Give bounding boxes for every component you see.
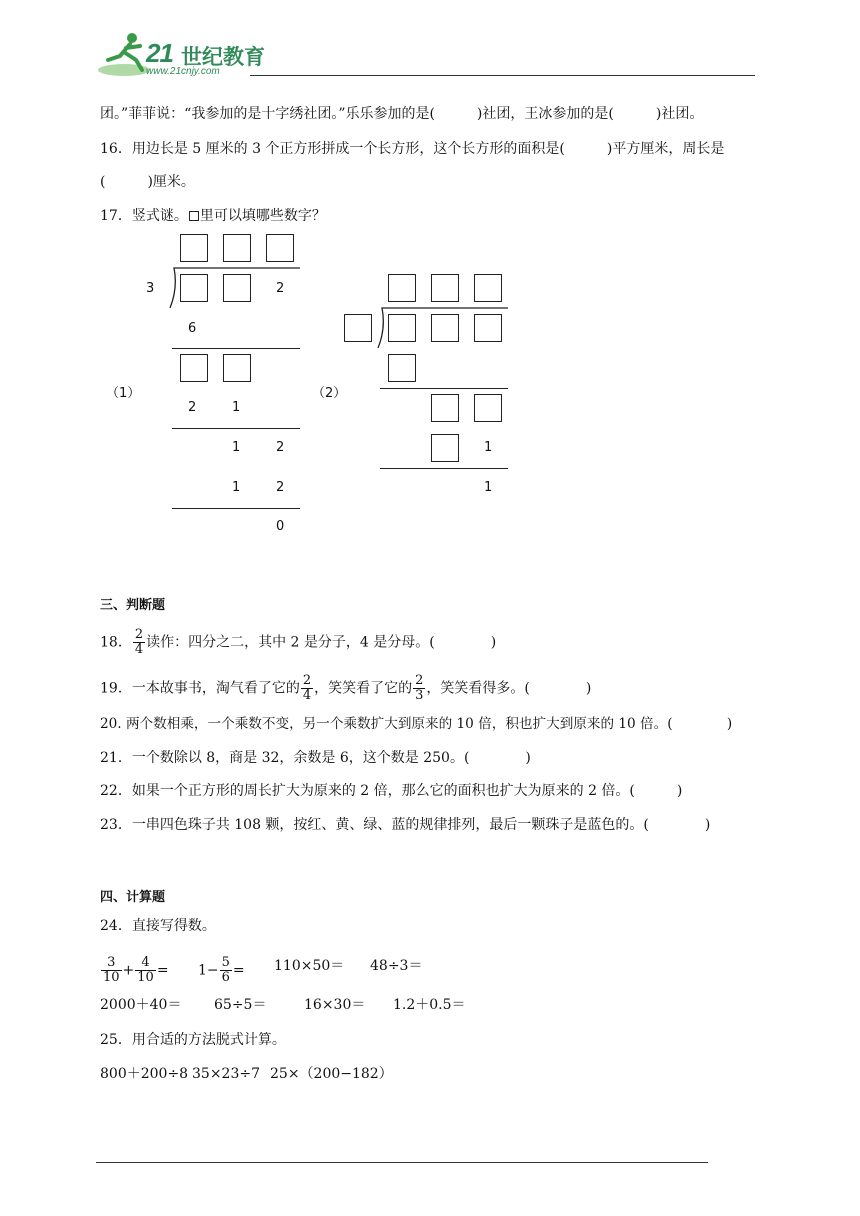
logo-number: 21 [146, 38, 173, 68]
q19-mid: ，笑笑看了它的 [314, 680, 413, 697]
puzzle-1-step2-box-2[interactable] [223, 354, 251, 382]
q24-e2-f-denominator: 6 [221, 970, 230, 985]
q19 [100, 674, 591, 703]
puzzle-2-step3-box[interactable] [431, 434, 459, 462]
small-box-icon [189, 211, 199, 221]
q19-fraction-1-denominator: 4 [302, 688, 312, 703]
puzzle-2-step1-box[interactable] [388, 354, 416, 382]
puzzle-2-quotient-box-2[interactable] [431, 274, 459, 302]
q18-text: 读作：四分之二，其中 2 是分子，4 是分母。( ) [146, 634, 497, 651]
q25-e2: 35×23÷7 [192, 1066, 260, 1082]
q18 [100, 628, 496, 657]
puzzle-1-rule-2 [172, 428, 300, 429]
q24-e1-f1-denominator: 10 [103, 970, 120, 985]
q24-e2-pre: 1− [198, 962, 219, 979]
q24-e1-fraction-1 [101, 956, 122, 985]
q18-fraction [133, 628, 145, 657]
q17-title-pre: 17．竖式谜。 [100, 208, 188, 224]
section-3-title: 三、判断题 [100, 598, 166, 613]
puzzle-1-step1: 6 [188, 321, 197, 336]
q18-fraction-denominator: 4 [134, 642, 144, 657]
q24-e1-equals: = [156, 962, 169, 979]
q24-e6: 65÷5＝ [214, 997, 267, 1013]
puzzle-2-quotient-box-3[interactable] [474, 274, 502, 302]
q24-e7: 16×30＝ [304, 997, 366, 1013]
q19-fraction-1 [301, 674, 313, 703]
q24-e8: 1.2＋0.5＝ [393, 997, 466, 1013]
puzzle-2-dividend-box-1[interactable] [388, 314, 416, 342]
q22: 22．如果一个正方形的周长扩大为原来的 2 倍，那么它的面积也扩大为原来的 2 倍。( ) [100, 783, 683, 799]
q17-title [100, 206, 326, 226]
puzzle-1-step2-box-1[interactable] [180, 354, 208, 382]
header-divider [250, 75, 755, 76]
q25-title: 25．用合适的方法脱式计算。 [100, 1032, 286, 1048]
puzzle-1-step4-b: 2 [276, 440, 285, 455]
puzzle-2-dividend-box-2[interactable] [431, 314, 459, 342]
q23: 23．一串四色珠子共 108 颗，按红、黄、绿、蓝的规律排列，最后一颗珠子是蓝色的。( ) [100, 817, 711, 833]
q19-fraction-2 [413, 674, 425, 703]
q16-line1: 16．用边长是 5 厘米的 3 个正方形拼成一个长方形，这个长方形的面积是( )平方厘米，周长是 [100, 141, 725, 157]
puzzle-1-step4-a: 1 [232, 440, 241, 455]
logo-text: 世纪教育 [181, 45, 265, 69]
puzzle-2-dividend-box-3[interactable] [474, 314, 502, 342]
puzzle-2-step2-box-2[interactable] [474, 394, 502, 422]
puzzle-1-rule-3 [172, 508, 300, 509]
section-4-title: 四、计算题 [100, 890, 166, 905]
q24-e1-fraction-2 [135, 956, 156, 985]
puzzle-2-quotient-box-1[interactable] [388, 274, 416, 302]
q19-fraction-1-numerator: 2 [302, 673, 312, 688]
puzzle-2-step3-digit: 1 [484, 440, 493, 455]
q25-e1: 800＋200÷8 [100, 1066, 189, 1082]
puzzle-1-quotient-box-2[interactable] [223, 234, 251, 262]
puzzle-1-rule-1 [172, 348, 300, 349]
q18-fraction-numerator: 2 [134, 627, 144, 642]
q19-fraction-2-denominator: 3 [415, 688, 424, 703]
q19-fraction-2-numerator: 2 [415, 673, 424, 688]
puzzle-1-step5-b: 2 [276, 480, 285, 495]
puzzle-1-quotient-box-1[interactable] [180, 234, 208, 262]
q24-e1-f2-numerator: 4 [135, 956, 156, 971]
q24-e1-f1-numerator: 3 [101, 956, 122, 971]
puzzle-2-label: （2） [312, 386, 347, 401]
puzzle-1-step3-a: 2 [188, 400, 197, 415]
q24-e1-plus: + [122, 962, 135, 979]
q16-line2: ( )厘米。 [100, 174, 195, 190]
puzzle-1-step5-a: 1 [232, 480, 241, 495]
puzzle-1-quotient-box-3[interactable] [266, 234, 294, 262]
q25-e3: 25×（200−182） [270, 1066, 393, 1082]
q15-continuation: 团。”菲菲说：“我参加的是十字绣社团。”乐乐参加的是( )社团，王冰参加的是( )社团。 [100, 106, 704, 122]
q21: 21．一个数除以 8，商是 32，余数是 6，这个数是 250。( ) [100, 750, 531, 766]
puzzle-1-remainder: 0 [276, 519, 285, 534]
q24-e2-fraction [220, 956, 232, 985]
q24-e3: 110×50＝ [274, 958, 345, 974]
q18-num: 18． [100, 634, 132, 651]
q24-e5: 2000＋40＝ [100, 997, 182, 1013]
puzzle-2-rule-1 [380, 388, 508, 389]
puzzle-2-rule-2 [380, 468, 508, 469]
puzzle-1-divisor: 3 [146, 281, 155, 296]
puzzle-2-divisor-box[interactable] [344, 314, 372, 342]
puzzle-1-dividend-box-2[interactable] [223, 274, 251, 302]
puzzle-1-dividend-box-1[interactable] [180, 274, 208, 302]
puzzle-1-step3-b: 1 [232, 400, 241, 415]
logo-url: www.21cnjy.com [146, 66, 220, 77]
puzzle-1-dividend-digit: 2 [276, 281, 285, 296]
q24-e1-f2-denominator: 10 [137, 970, 154, 985]
q20: 20. 两个数相乘，一个乘数不变，另一个乘数扩大到原来的 10 倍，积也扩大到原来的 10 倍。( ) [100, 716, 733, 732]
puzzle-2-remainder: 1 [484, 480, 493, 495]
footer-divider [96, 1162, 708, 1163]
q24-e4: 48÷3＝ [370, 958, 423, 974]
q24-e2-f-numerator: 5 [221, 955, 230, 970]
q24-e1 [100, 956, 169, 985]
q17-title-post: 里可以填哪些数字？ [199, 208, 326, 224]
puzzle-2-step2-box-1[interactable] [431, 394, 459, 422]
q24-title: 24．直接写得数。 [100, 918, 216, 934]
q24-e2-equals: = [232, 962, 245, 979]
q19-post: ，笑笑看得多。( ) [426, 680, 592, 697]
puzzle-1-label: （1） [106, 386, 141, 401]
q19-pre: 19．一本故事书，淘气看了它的 [100, 680, 300, 697]
q24-e2 [198, 956, 245, 985]
